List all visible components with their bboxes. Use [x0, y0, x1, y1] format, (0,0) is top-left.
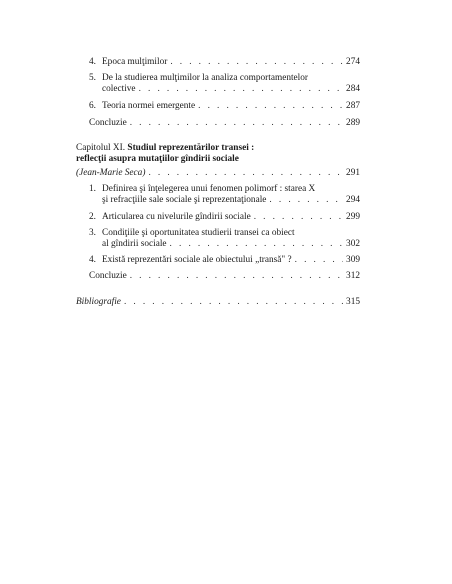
entry-title: Epoca mulţimilor: [102, 57, 168, 67]
entry-title: Bibliografie: [76, 297, 121, 307]
entry-title: Articularea cu nivelurile gîndirii sociale: [102, 212, 251, 222]
toc-entry-concluzie-1[interactable]: [89, 118, 360, 129]
entry-title: Teoria normei emergente: [102, 101, 196, 111]
leader-dots: [139, 84, 343, 95]
leader-dots: [269, 195, 343, 206]
entry-title-continued: şi refracţiile sale sociale şi reprezentaţionale: [102, 195, 267, 205]
toc-entry-epoca-multimilor[interactable]: [89, 57, 360, 68]
entry-page: 302: [346, 239, 360, 249]
toc-entry-definirea[interactable]: [102, 195, 360, 206]
entry-page: 312: [346, 271, 360, 281]
toc-entry-articularea[interactable]: [89, 212, 360, 223]
leader-dots: [170, 239, 344, 250]
leader-dots: [198, 101, 343, 112]
chapter-11-heading-line2: reflecţii asupra mutaţiilor gîndirii sociale: [76, 154, 239, 164]
toc-entry-concluzie-2[interactable]: [89, 271, 360, 282]
leader-dots: [254, 212, 343, 223]
entry-number: 4.: [89, 255, 96, 265]
entry-title: Concluzie: [89, 271, 127, 281]
entry-page: 294: [346, 195, 360, 205]
leader-dots: [124, 297, 343, 308]
toc-entry-bibliografie[interactable]: [76, 297, 360, 308]
toc-entry-studierea-multimilor-line1[interactable]: [89, 73, 308, 84]
leader-dots: [170, 57, 343, 68]
entry-page: 315: [346, 297, 360, 307]
entry-number: 6.: [89, 101, 96, 111]
entry-page: 291: [346, 168, 360, 178]
toc-entry-chapter-11[interactable]: [76, 168, 360, 179]
entry-page: 284: [346, 84, 360, 94]
leader-dots: [295, 255, 343, 266]
entry-number: 5.: [89, 73, 96, 83]
entry-title: Definirea şi înţelegerea unui fenomen polimorf : starea X: [102, 184, 316, 194]
toc-entry-studierea-multimilor[interactable]: [102, 84, 360, 95]
toc-entry-conditiile-line1[interactable]: [89, 228, 295, 239]
toc-entry-exista-reprezentari[interactable]: [89, 255, 360, 266]
toc-entry-teoria-normei[interactable]: [89, 101, 360, 112]
entry-page: 274: [346, 57, 360, 67]
leader-dots: [130, 118, 343, 129]
chapter-prefix: Capitolul XI.: [76, 143, 126, 153]
leader-dots: [130, 271, 343, 282]
entry-page: 309: [346, 255, 360, 265]
entry-title: Condiţiile şi oportunitatea studierii transei ca obiect: [102, 228, 295, 238]
entry-page: 289: [346, 118, 360, 128]
entry-number: 3.: [89, 228, 96, 238]
entry-title-continued: colective: [102, 84, 136, 94]
entry-title: Concluzie: [89, 118, 127, 128]
entry-title-continued: al gîndirii sociale: [102, 239, 167, 249]
toc-entry-conditiile[interactable]: [102, 239, 360, 250]
entry-number: 1.: [89, 184, 96, 194]
toc-entry-definirea-line1[interactable]: [89, 184, 315, 195]
entry-title: De la studierea mulţimilor la analiza comportamentelor: [102, 73, 309, 83]
entry-title: Există reprezentări sociale ale obiectului „transă" ?: [102, 255, 292, 265]
chapter-title: Studiul reprezentărilor transei :: [127, 143, 255, 153]
leader-dots: [148, 168, 343, 179]
chapter-11-heading-line1[interactable]: [76, 143, 254, 154]
entry-number: 4.: [89, 57, 96, 67]
entry-page: 287: [346, 101, 360, 111]
entry-number: 2.: [89, 212, 96, 222]
entry-page: 299: [346, 212, 360, 222]
chapter-author: (Jean-Marie Seca): [76, 168, 146, 178]
